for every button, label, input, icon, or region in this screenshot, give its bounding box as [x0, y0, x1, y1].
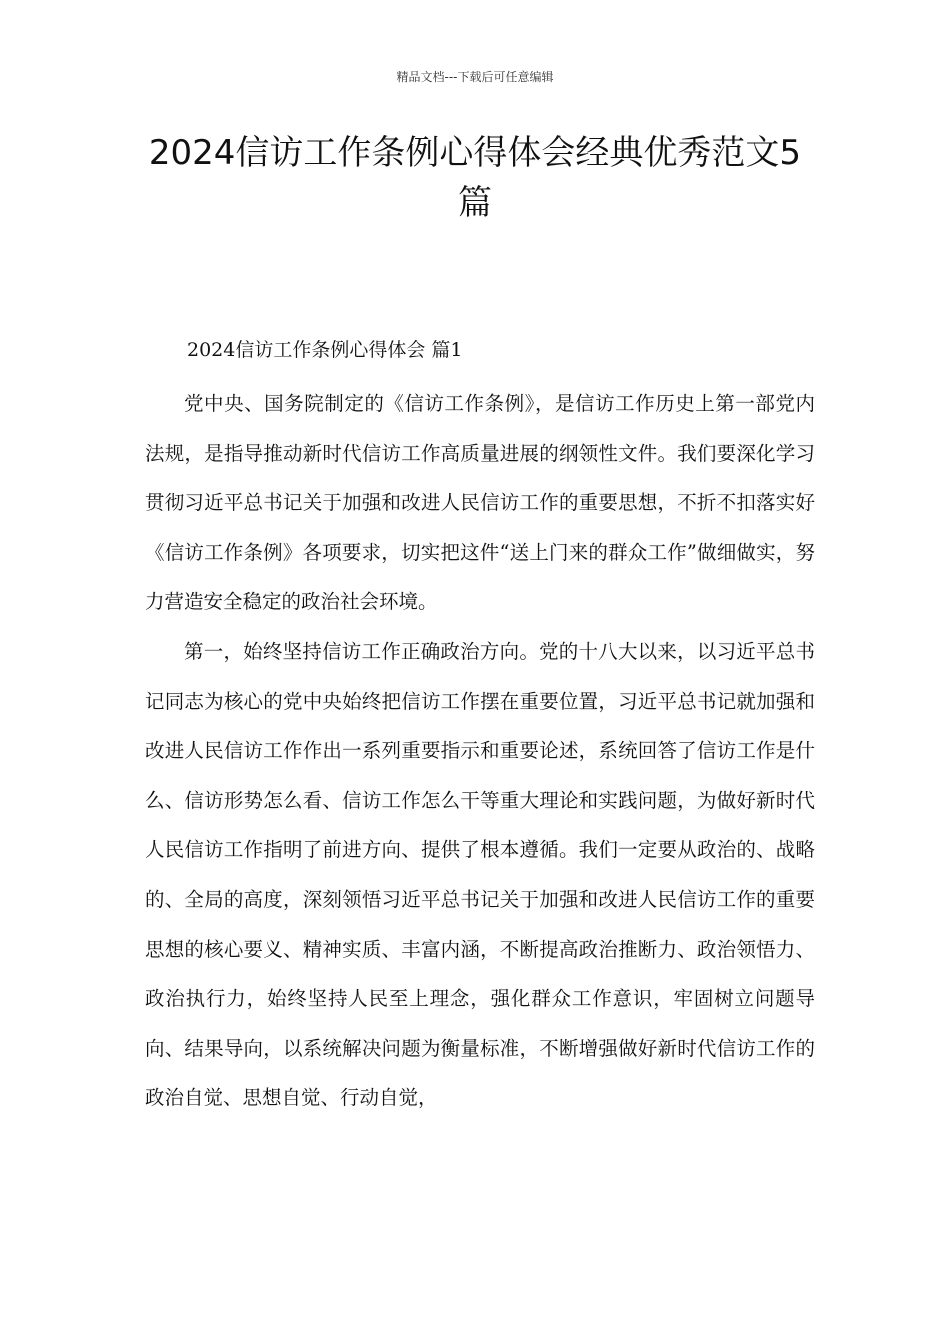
section-heading: 2024信访工作条例心得体会 篇1 [187, 339, 463, 361]
document-body [145, 379, 815, 1123]
paragraph-1: 党中央、国务院制定的《信访工作条例》，是信访工作历史上第一部党内法规，是指导推动新时代信访工作高质量进展的纲领性文件。我们要深化学习贯彻习近平总书记关于加强和改进人民信访工作的重要思想，不折不扣落实好《信访工作条例》各项要求，切实把这件“送上门来的群众工作”做细做实，努力营造安全稳定的政治社会环境。 [145, 392, 815, 614]
header-note: 精品文档---下载后可任意编辑 [396, 70, 554, 84]
document-title: 2024信访工作条例心得体会经典优秀范文5篇 [148, 133, 802, 223]
paragraph-2: 第一，始终坚持信访工作正确政治方向。党的十八大以来，以习近平总书记同志为核心的党中央始终把信访工作摆在重要位置，习近平总书记就加强和改进人民信访工作作出一系列重要指示和重要论述，系统回答了信访工作是什么、信访形势怎么看、信访工作怎么干等重大理论和实践问题，为做好新时代人民信访工作指明了前进方向、提供了根本遵循。我们一定要从政治的、战略的、全局的高度，深刻领悟习近平总书记关于加强和改进人民信访工作的重要思想的核心要义、精神实质、丰富内涵，不断提高政治推断力、政治领悟力、政治执行力，始终坚持人民至上理念，强化群众工作意识，牢固树立问题导向、结果导向，以系统解决问题为衡量标准，不断增强做好新时代信访工作的政治自觉、思想自觉、行动自觉， [145, 639, 815, 1110]
